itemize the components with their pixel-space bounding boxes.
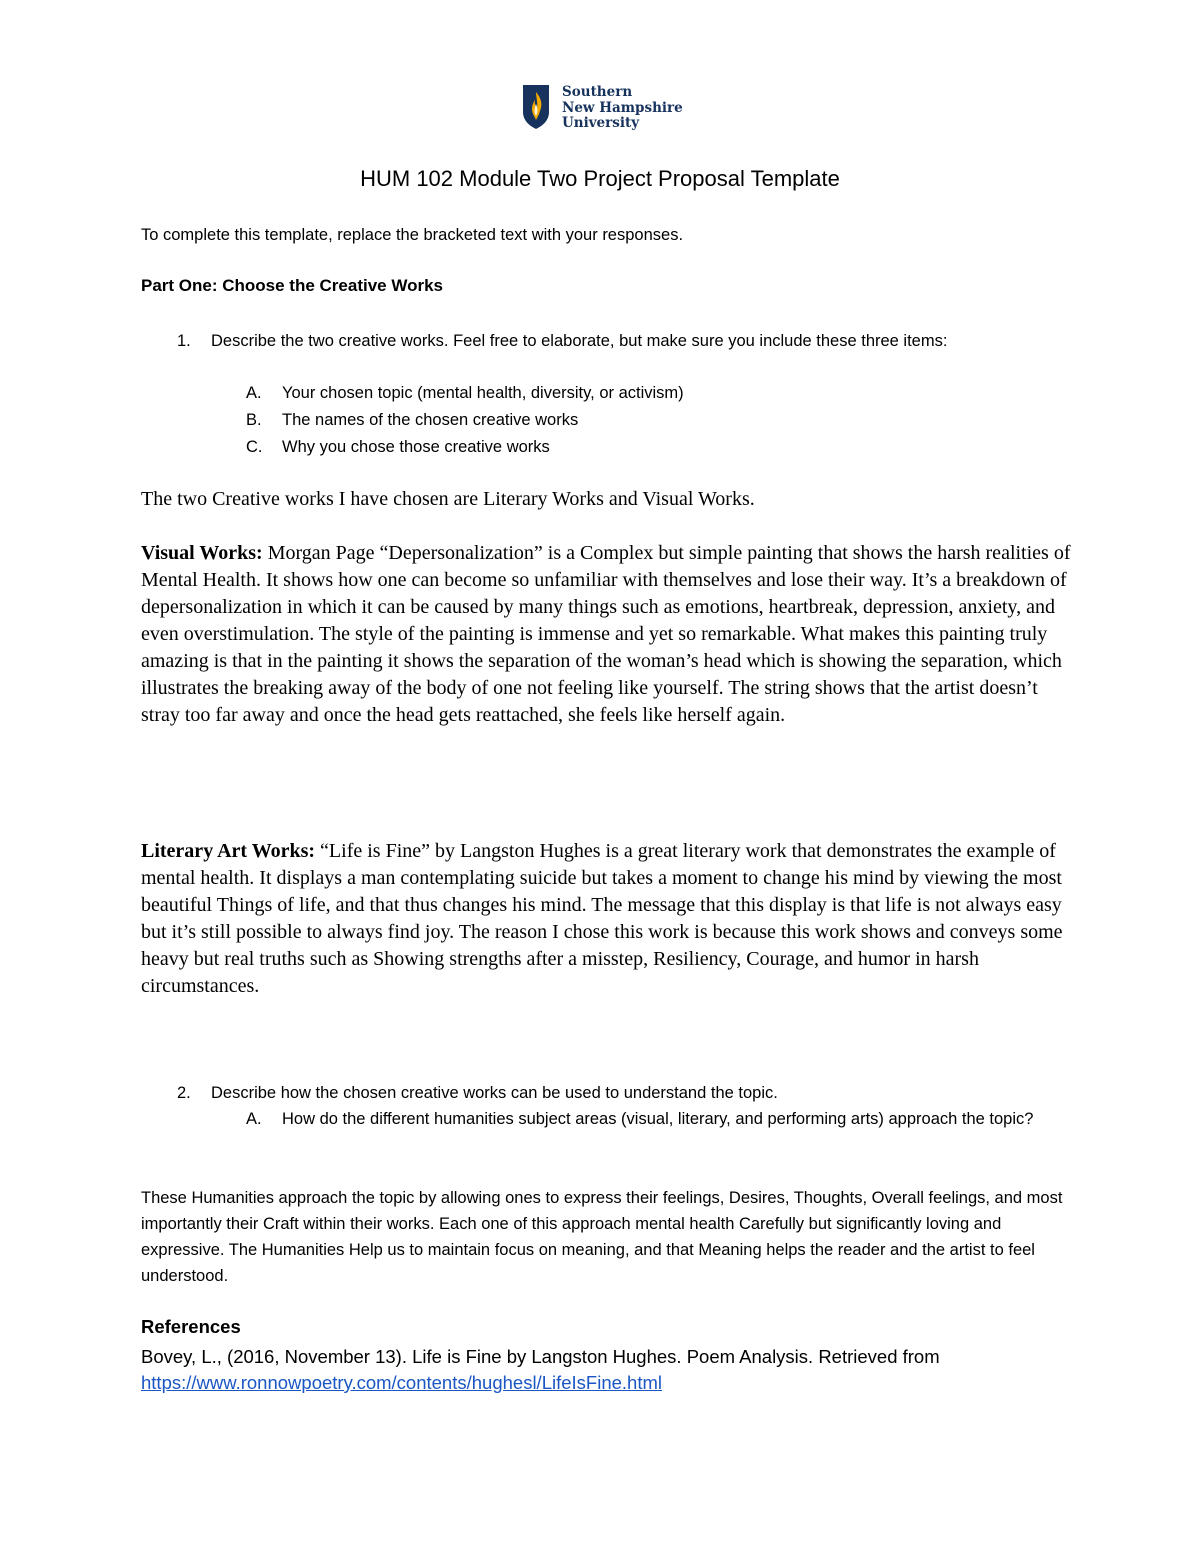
- logo-line-3: University: [562, 115, 640, 131]
- part-one-heading: Part One: Choose the Creative Works: [141, 276, 443, 295]
- item-letter: C.: [246, 438, 263, 456]
- literary-works-text: “Life is Fine” by Langston Hughes is a great literary work that demonstrates the example of mental health. It displays a man contemplating suicide but takes a moment to change his mind by viewing the most beautiful Things of life, and that thus changes his mind. The message that this display is that life is not always easy but it’s still possible to always find joy. The reason I chose this work is because this work shows and conveys some heavy but real truths such as Showing strengths after a misstep, Resiliency, Courage, and humor in harsh circumstances.: [141, 840, 1063, 997]
- reference-entry: [141, 1344, 940, 1396]
- document-title: HUM 102 Module Two Project Proposal Template: [360, 166, 840, 191]
- snhu-logo: [522, 84, 683, 134]
- logo-line-2: New Hampshire: [562, 99, 683, 116]
- visual-works-label: Visual Works:: [141, 542, 263, 564]
- snhu-shield-icon: [522, 84, 550, 130]
- reference-citation: Bovey, L., (2016, November 13). Life is Fine by Langston Hughes. Poem Analysis. Retrieved from: [141, 1346, 940, 1367]
- literary-works-label: Literary Art Works:: [141, 840, 316, 862]
- literary-works-paragraph: [141, 838, 1071, 1000]
- snhu-wordmark: [562, 85, 683, 132]
- references-heading: References: [141, 1316, 241, 1337]
- question-2-text: Describe how the chosen creative works can be used to understand the topic.: [211, 1084, 778, 1102]
- item-letter: B.: [246, 411, 262, 429]
- question-2-answer: These Humanities approach the topic by allowing ones to express their feelings, Desires, Thoughts, Overall feelings, and most importantly their Craft within their works. Each one of this approach mental health Carefully but significantly loving and expressive. The Humanities Help us to maintain focus on meaning, and that Meaning helps the reader and the artist to feel understood.: [141, 1189, 1063, 1285]
- question-2-number: 2.: [177, 1084, 191, 1102]
- chosen-works-statement: The two Creative works I have chosen are Literary Works and Visual Works.: [141, 488, 755, 510]
- item-letter: A.: [246, 384, 262, 402]
- question-1-text: Describe the two creative works. Feel free to elaborate, but make sure you include these three items:: [211, 332, 948, 350]
- visual-works-paragraph: [141, 540, 1071, 729]
- question-1-number: 1.: [177, 332, 191, 350]
- item-text: The names of the chosen creative works: [282, 411, 579, 429]
- item-text: Your chosen topic (mental health, diversity, or activism): [282, 384, 684, 402]
- reference-link[interactable]: https://www.ronnowpoetry.com/contents/hughesl/LifeIsFine.html: [141, 1372, 662, 1393]
- question-2-item-letter: A.: [246, 1110, 262, 1128]
- visual-works-text: Morgan Page “Depersonalization” is a Complex but simple painting that shows the harsh realities of Mental Health. It shows how one can become so unfamiliar with themselves and lose their way. It’s a breakdown of depersonalization in which it can be caused by many things such as emotions, heartbreak, depression, anxiety, and even overstimulation. The style of the painting is immense and yet so remarkable. What makes this painting truly amazing is that in the painting it shows the separation of the woman’s head which is showing the separation, which illustrates the breaking away of the body of one not feeling like yourself. The string shows that the artist doesn’t stray too far away and once the head gets reattached, she feels like herself again.: [141, 542, 1071, 726]
- logo-line-1: Southern: [562, 84, 633, 100]
- item-text: Why you chose those creative works: [282, 438, 550, 456]
- template-instructions: To complete this template, replace the bracketed text with your responses.: [141, 226, 684, 244]
- question-2-item-text: How do the different humanities subject areas (visual, literary, and performing arts) approach the topic?: [282, 1110, 1034, 1128]
